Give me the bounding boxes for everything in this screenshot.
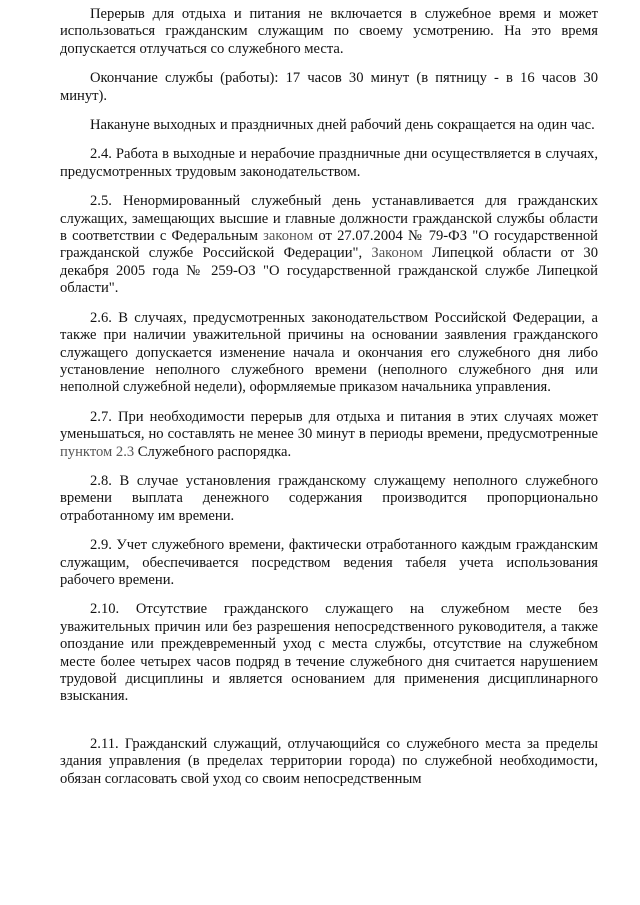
paragraph-2-5 <box>60 193 598 297</box>
regional-law-link[interactable]: Законом <box>371 245 423 262</box>
paragraph-2-4: 2.4. Работа в выходные и нерабочие праздничные дни осуществляется в случаях, предусмотренных трудовым законодательством. <box>60 146 598 180</box>
paragraph-2-10: 2.10. Отсутствие гражданского служащего на служебном месте без уважительных причин или без разрешения непосредственного руководителя, а также опоздание или преждевременный уход с места службы, отсутствие на служебном месте более четырех часов подряд в течение служебного дня считается нарушением трудовой дисциплины и является основанием для применения дисциплинарного взыскания. <box>60 601 598 705</box>
paragraph-2-7-text-1: 2.7. При необходимости перерыв для отдыха и питания в этих случаях может уменьшаться, но составлять не менее 30 минут в периоды времени, предусмотренные <box>60 408 598 443</box>
federal-law-link[interactable]: законом <box>263 228 314 245</box>
document-body <box>60 6 598 800</box>
paragraph-2-11: 2.11. Гражданский служащий, отлучающийся со служебного места за пределы здания управления (в пределах территории города) по служебной необходимости, обязан согласовать свой уход со своим непосредственным <box>60 735 598 787</box>
paragraph-2-5-text-3: Липецкой области от 30 декабря 2005 года № 259-ОЗ "О государственной гражданской службе Липецкой области". <box>60 245 598 297</box>
paragraph-2-5-text-2: от 27.07.2004 № 79-ФЗ "О государственной гражданской службе Российской Федерации", <box>60 228 598 262</box>
paragraph-2-5-text-1: 2.5. Ненормированный служебный день устанавливается для гражданских служащих, замещающих высшие и главные должности гражданской службы области в соответствии с Федеральным <box>60 193 598 245</box>
paragraph-lunch-break: Перерыв для отдыха и питания не включается в служебное время и может использоваться гражданским служащим по своему усмотрению. На это время допускается отлучаться со служебного места. <box>60 6 598 57</box>
paragraph-2-7 <box>60 409 598 461</box>
paragraph-2-8: 2.8. В случае установления гражданскому служащему неполного служебного времени выплата денежного содержания производится пропорционально отработанному им времени. <box>60 472 598 524</box>
paragraph-end-of-service: Окончание службы (работы): 17 часов 30 минут (в пятницу - в 16 часов 30 минут). <box>60 70 598 104</box>
paragraph-2-9: 2.9. Учет служебного времени, фактически отработанного каждым гражданским служащим, обеспечивается посредством ведения табеля учета использования рабочего времени. <box>60 537 598 588</box>
paragraph-pre-holiday: Накануне выходных и праздничных дней рабочий день сокращается на один час. <box>90 117 595 134</box>
clause-2-3-link[interactable]: пунктом 2.3 <box>60 443 135 460</box>
paragraph-2-7-text-2: Служебного распорядка. <box>134 443 292 460</box>
paragraph-2-6: 2.6. В случаях, предусмотренных законодательством Российской Федерации, а также при наличии уважительной причины на основании заявления гражданского служащего допускается изменение начала и окончания его служебного дня либо установление неполного служебного времени (неполного служебного дня или неполной служебной недели), оформляемые приказом начальника управления. <box>60 309 598 396</box>
